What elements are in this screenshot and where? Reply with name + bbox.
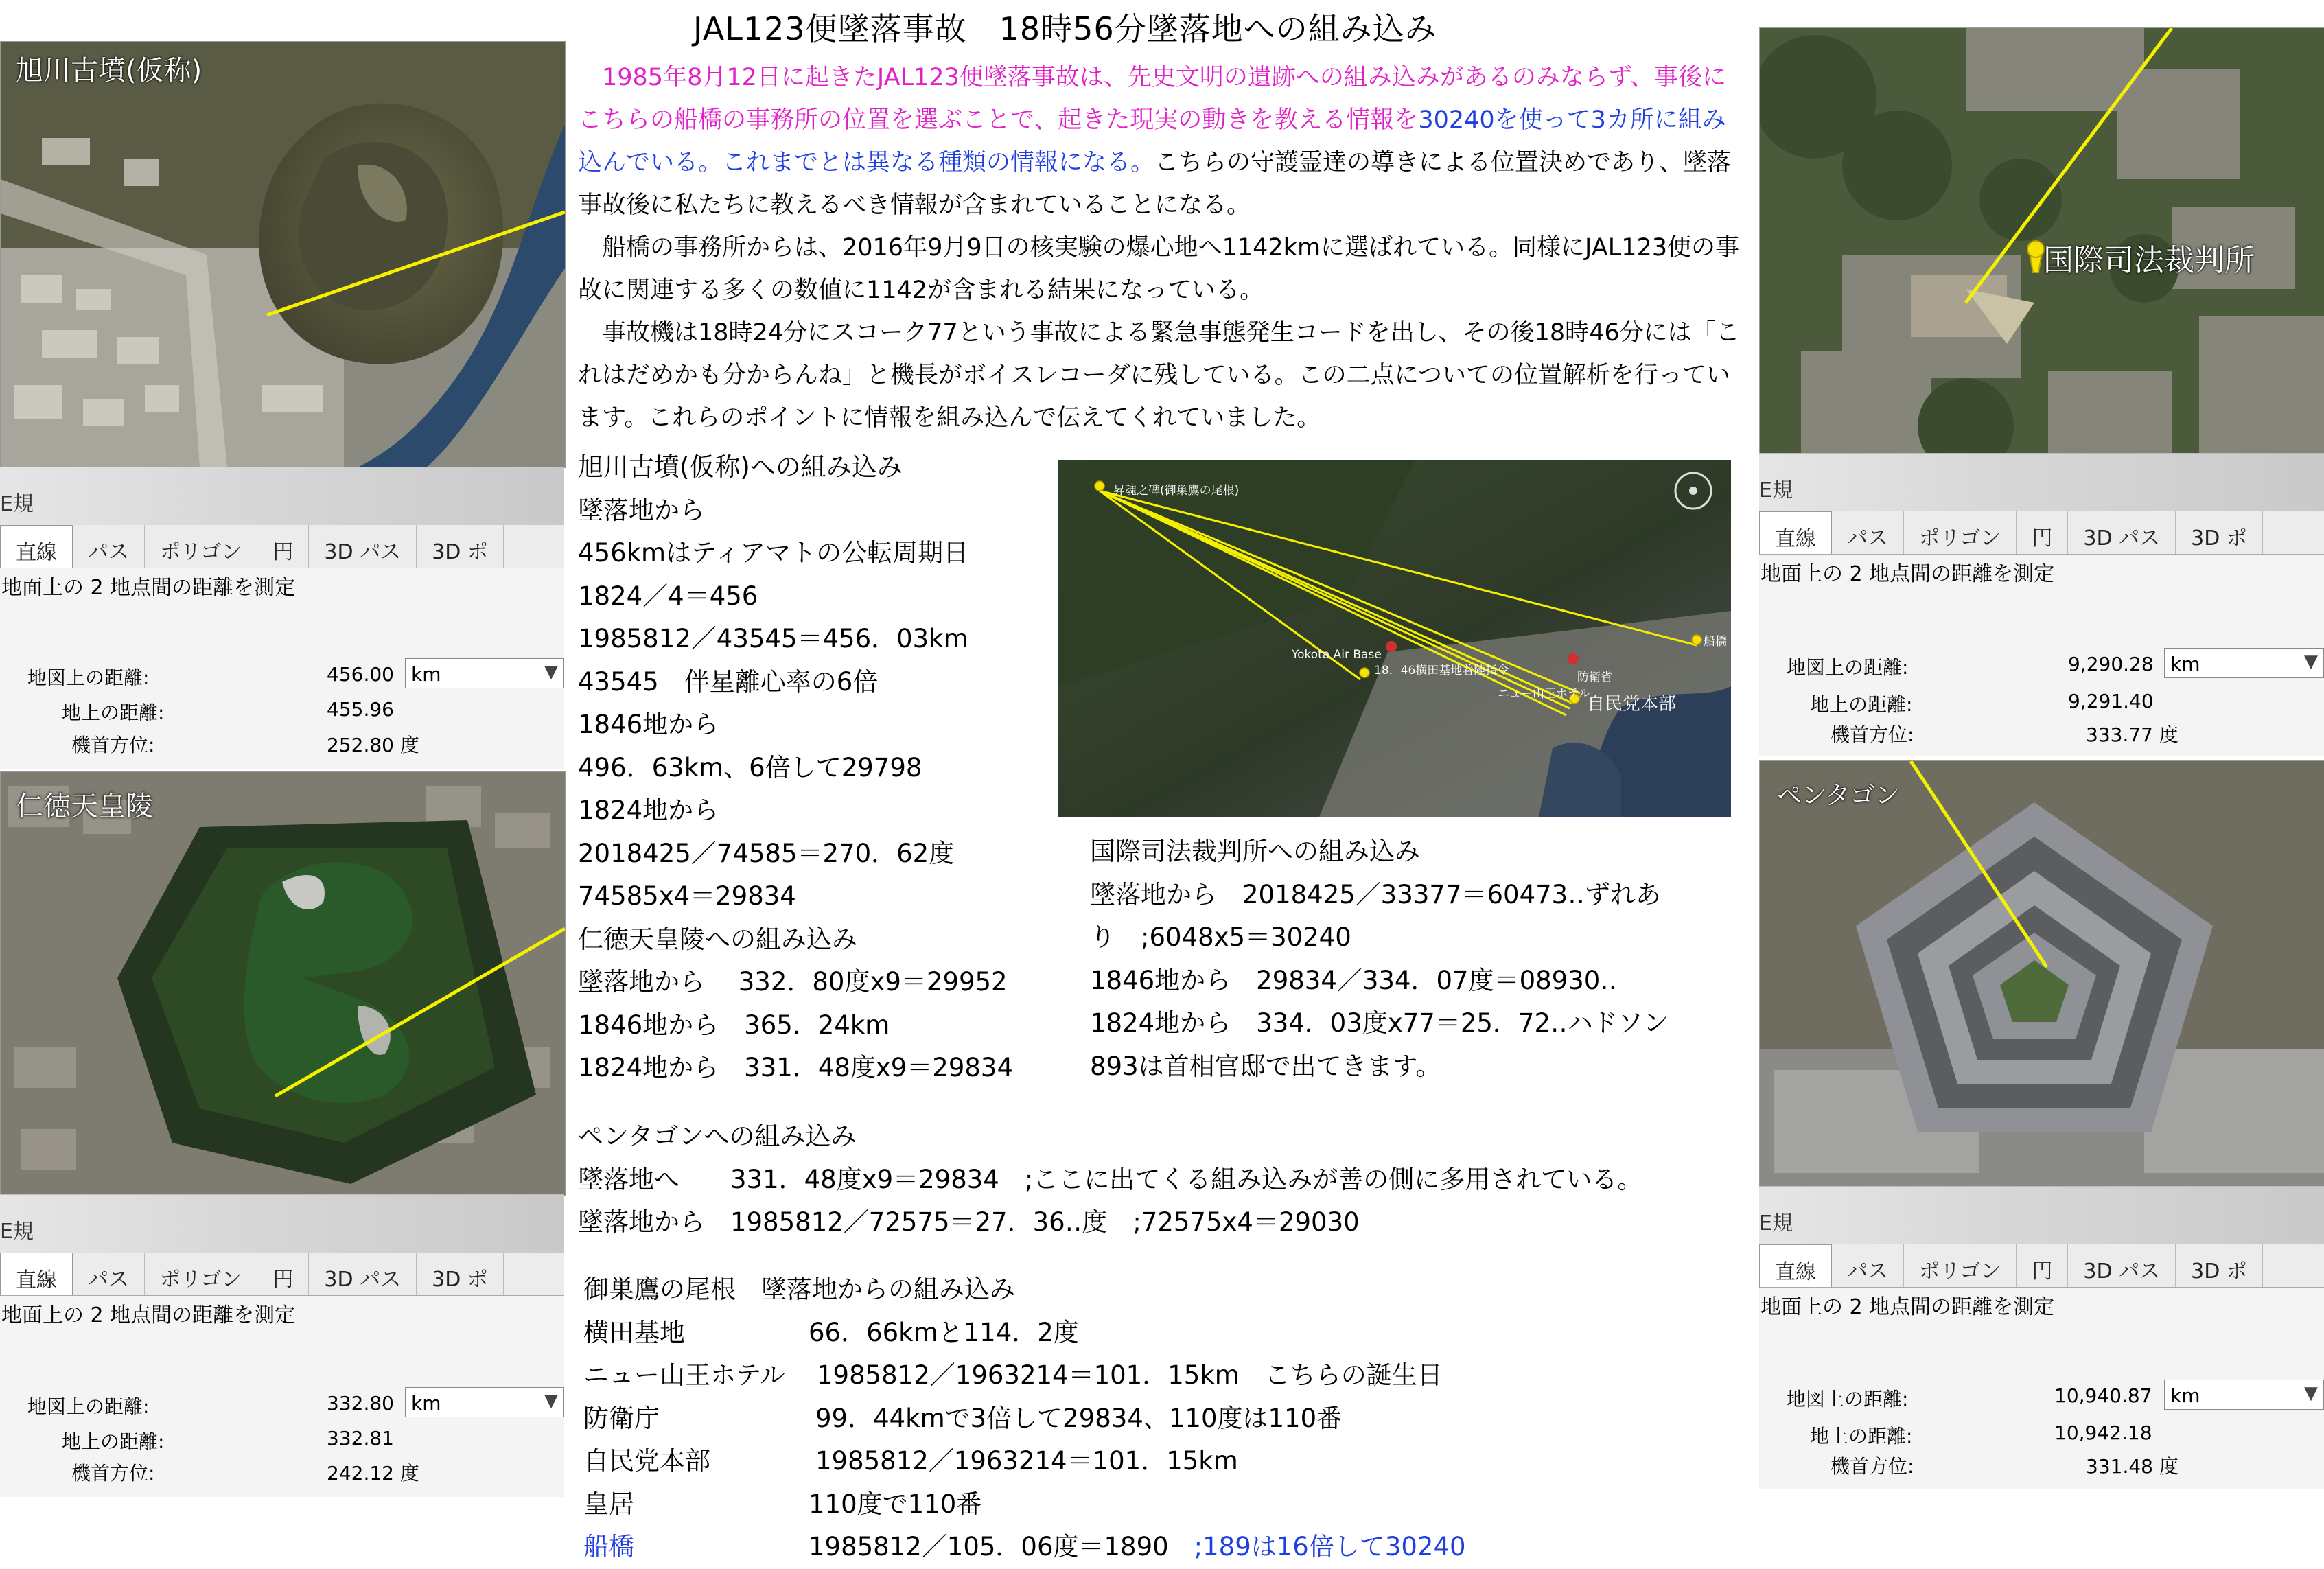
analysis-line: ペンタゴンへの組み込み — [578, 1121, 857, 1151]
chevron-down-icon: ▼ — [2304, 1383, 2318, 1404]
row-label-funabashi: 船橋 — [583, 1532, 634, 1561]
tab-path[interactable]: パス — [73, 525, 145, 568]
heading-key: 機首方位: — [71, 1462, 155, 1485]
tab-path[interactable]: パス — [1832, 511, 1904, 554]
pentagon-label: ペンタゴン — [1777, 782, 1900, 810]
map-distance-key: 地図上の距離: — [27, 1395, 150, 1418]
ground-distance-value: 332.81 — [327, 1427, 394, 1450]
tab-3d-polygon[interactable]: 3D ポ — [2176, 1244, 2263, 1287]
tab-3d-path[interactable]: 3D パス — [2068, 1244, 2176, 1287]
analysis-line: 1824／4＝456 — [578, 581, 758, 611]
row-value: 1985812／1963214＝101．15km — [815, 1446, 1238, 1476]
analysis-line: 74585x4＝29834 — [578, 881, 796, 911]
ruler-ghost-title: E規 — [0, 467, 564, 525]
heading-value: 242.12 度 — [327, 1462, 419, 1485]
heading-value: 333.77 度 — [2086, 723, 2178, 746]
left-analysis-column — [578, 446, 1013, 1090]
ruler-panel-pentagon — [1759, 1186, 2324, 1489]
tab-circle[interactable]: 円 — [257, 525, 309, 568]
analysis-line: 墜落地から 332．80度x9＝29952 — [578, 967, 1008, 997]
ground-distance-value: 10,942.18 — [2054, 1421, 2152, 1444]
intro-paragraph-3: 事故機は18時24分にスコーク77という事故による緊急事態発生コードを出し、その後18時46分には「これはだめかも分からんね」と機長がボイスレコーダに残している。この二点についての位置解析を行っています。これらのポイントに情報を組み込んで伝えてくれていました。 — [578, 319, 1740, 432]
tab-path[interactable]: パス — [73, 1253, 145, 1295]
asahikawa-label: 旭川古墳(仮称) — [16, 55, 202, 86]
analysis-line: 1824地から — [578, 795, 719, 825]
map-distance-key: 地図上の距離: — [1787, 656, 1909, 679]
intro-blue-text: 30240を使って3カ所に組み込んでいる。これまでとは異なる種類の情報になる。 — [578, 106, 1726, 176]
analysis-line: 1985812／43545＝456．03km — [578, 624, 968, 653]
ruler-tabs — [0, 1253, 564, 1296]
ruler-tabs — [1759, 511, 2324, 555]
intro-paragraph-2: 船橋の事務所からは、2016年9月9日の核実験の爆心地へ1142kmに選ばれている。同様にJAL123便の事故に関連する多くの数値に1142が含まれる結果になっている。 — [578, 234, 1740, 304]
ground-distance-key: 地上の距離: — [1810, 1425, 1913, 1448]
tab-circle[interactable]: 円 — [2017, 1244, 2068, 1287]
ruler-ghost-title: E規 — [0, 1195, 564, 1253]
heading-value: 331.48 度 — [2086, 1455, 2178, 1478]
chevron-down-icon: ▼ — [544, 662, 558, 682]
row-value: 66．66kmと114．2度 — [809, 1317, 1079, 1347]
ground-distance-key: 地上の距離: — [62, 1430, 165, 1453]
heading-key: 機首方位: — [71, 734, 155, 756]
icj-analysis-column — [1090, 830, 1735, 1088]
row-value: 1985812／1963214＝101．15km こちらの誕生日 — [817, 1360, 1443, 1390]
tab-path[interactable]: パス — [1832, 1244, 1904, 1287]
chevron-down-icon: ▼ — [2304, 651, 2318, 672]
map-distance-value: 10,940.87 — [2054, 1384, 2152, 1407]
tab-3d-polygon[interactable]: 3D ポ — [417, 1253, 504, 1295]
analysis-line: 1846地から 365．24km — [578, 1010, 890, 1040]
tab-3d-polygon[interactable]: 3D ポ — [417, 525, 504, 568]
nintoku-label: 仁徳天皇陵 — [16, 791, 153, 822]
row-label: 横田基地 — [583, 1317, 685, 1347]
map-label-sanno: ニュー山王ホテル — [1498, 687, 1591, 701]
row-label: 防衛庁 — [583, 1403, 660, 1433]
analysis-line: 1846地から — [578, 710, 719, 739]
tab-circle[interactable]: 円 — [2017, 511, 2068, 554]
heading-value: 252.80 度 — [327, 734, 419, 756]
map-label-yokota-sub: 18．46横田基地着陸指令 — [1374, 664, 1509, 677]
tab-polygon[interactable]: ポリゴン — [1904, 511, 2017, 554]
tab-polygon[interactable]: ポリゴン — [145, 1253, 257, 1295]
unit-select[interactable]: km ▼ — [2164, 1380, 2324, 1410]
analysis-line: 1824地から 334．03度x77＝25．72‥ハドソン — [1090, 1008, 1669, 1038]
analysis-line: 43545 伴星離心率の6倍 — [578, 666, 879, 697]
row-value: 99．44kmで3倍して29834、110度は110番 — [815, 1403, 1343, 1433]
analysis-line: 456kmはティアマトの公転周期日 — [578, 538, 969, 568]
row-label: ニュー山王ホテル — [583, 1360, 786, 1390]
intro-black-text: こちらの守護霊達の導きによる位置決めであり、墜落事故後に私たちに教えるべき情報が含まれていることになる。 — [578, 149, 1732, 219]
heading-key: 機首方位: — [1831, 723, 1914, 746]
page-title: JAL123便墜落事故 18時56分墜落地への組み込み — [693, 10, 1437, 47]
ground-distance-key: 地上の距離: — [1810, 693, 1913, 716]
ruler-tabs — [1759, 1244, 2324, 1288]
osutaka-heading: 御巣鷹の尾根 墜落地からの組み込み — [583, 1275, 1015, 1304]
icj-label: 国際司法裁判所 — [2043, 243, 2255, 278]
ruler-description: 地面上の 2 地点間の距離を測定 — [1, 576, 296, 600]
map-distance-key: 地図上の距離: — [1787, 1388, 1909, 1410]
map-distance-key: 地図上の距離: — [27, 666, 150, 689]
unit-select[interactable]: km ▼ — [405, 658, 564, 688]
tab-line[interactable]: 直線 — [1759, 1244, 1832, 1287]
ruler-tabs — [0, 525, 564, 568]
icj-satellite-image — [1759, 27, 2324, 454]
row-label: 皇居 — [583, 1489, 634, 1519]
tab-polygon[interactable]: ポリゴン — [145, 525, 257, 568]
analysis-line: 1846地から 29834／334．07度＝08930‥ — [1090, 965, 1617, 995]
asahikawa-satellite-image — [0, 41, 566, 468]
map-distance-value: 456.00 — [327, 663, 394, 686]
map-label-yokota: Yokota Air Base — [1292, 648, 1382, 662]
tab-circle[interactable]: 円 — [257, 1253, 309, 1295]
ruler-description: 地面上の 2 地点間の距離を測定 — [1, 1303, 296, 1327]
tab-polygon[interactable]: ポリゴン — [1904, 1244, 2017, 1287]
ruler-description: 地面上の 2 地点間の距離を測定 — [1761, 1295, 2055, 1319]
analysis-line: 旭川古墳(仮称)への組み込み — [578, 452, 903, 482]
ruler-ghost-title: E規 — [1759, 454, 2324, 511]
ruler-description: 地面上の 2 地点間の距離を測定 — [1761, 562, 2055, 586]
tab-3d-path[interactable]: 3D パス — [2068, 511, 2176, 554]
row-label: 自民党本部 — [583, 1446, 710, 1476]
row-value-funabashi: 1985812／105．06度＝1890 ;189は16倍して30240 — [809, 1532, 1466, 1561]
unit-select[interactable]: km ▼ — [2164, 648, 2324, 678]
tab-line[interactable]: 直線 — [0, 1253, 73, 1295]
intro-paragraph-1 — [578, 56, 1745, 226]
tab-line[interactable]: 直線 — [1759, 511, 1832, 554]
analysis-line: 墜落地から 1985812／72575＝27．36‥度 ;72575x4＝29030 — [578, 1207, 1360, 1237]
pentagon-analysis-section — [578, 1115, 1642, 1244]
heading-key: 機首方位: — [1831, 1455, 1914, 1478]
nintoku-satellite-image — [0, 771, 566, 1196]
analysis-line: 墜落地から — [578, 495, 705, 525]
tab-3d-path[interactable]: 3D パス — [309, 525, 417, 568]
analysis-line: 893は首相官邸で出てきます。 — [1090, 1051, 1441, 1081]
map-label-funabashi: 船橋 — [1704, 635, 1727, 649]
analysis-line: 496．63km、6倍して29798 — [578, 752, 922, 782]
chevron-down-icon: ▼ — [544, 1391, 558, 1411]
analysis-line: 国際司法裁判所への組み込み — [1090, 837, 1420, 866]
ground-distance-value: 455.96 — [327, 698, 394, 721]
map-label-jimin: 自民党本部 — [1587, 694, 1677, 714]
intro-magenta-text: 1985年8月12日に起きたJAL123便墜落事故は、先史文明の遺跡への組み込みがあるのみならず、事後にこちらの船橋の事務所の位置を選ぶことで、起きた現実の動きを教える情報を — [578, 64, 1727, 134]
ruler-panel-asahikawa — [0, 467, 564, 769]
map-label-shokon: 昇魂之碑(御巣鷹の尾根) — [1113, 484, 1240, 498]
map-distance-value: 332.80 — [327, 1392, 394, 1415]
ground-distance-key: 地上の距離: — [62, 701, 165, 724]
pentagon-satellite-image — [1759, 760, 2324, 1187]
ruler-panel-nintoku — [0, 1194, 564, 1497]
tab-3d-path[interactable]: 3D パス — [309, 1253, 417, 1295]
tab-line[interactable]: 直線 — [0, 525, 73, 568]
osutaka-map-image — [1058, 460, 1731, 817]
ground-distance-value: 9,291.40 — [2068, 690, 2154, 712]
analysis-line: 墜落地へ 331．48度x9＝29834 ;ここに出てくる組み込みが善の側に多用されている。 — [578, 1164, 1643, 1194]
analysis-line: 仁徳天皇陵への組み込み — [578, 924, 857, 954]
tab-3d-polygon[interactable]: 3D ポ — [2176, 511, 2263, 554]
analysis-line: 1824地から 331．48度x9＝29834 — [578, 1053, 1014, 1082]
unit-select[interactable]: km ▼ — [405, 1387, 564, 1417]
ruler-panel-icj — [1759, 453, 2324, 756]
map-label-boei: 防衛省 — [1577, 671, 1612, 684]
analysis-line: 2018425／74585＝270．62度 — [578, 838, 955, 868]
map-distance-value: 9,290.28 — [2068, 653, 2154, 675]
ruler-ghost-title: E規 — [1759, 1187, 2324, 1244]
row-value: 110度で110番 — [809, 1489, 982, 1519]
analysis-line: 墜落地から 2018425／33377＝60473‥ずれあり ;6048x5＝30240 — [1090, 879, 1661, 952]
